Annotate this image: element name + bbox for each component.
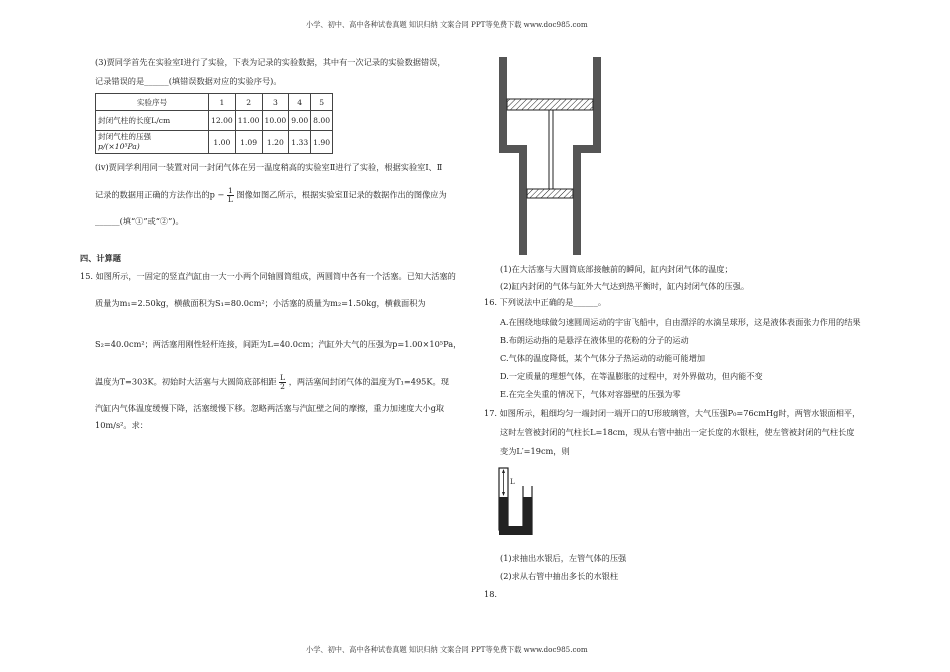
- table-cell: 8.00: [311, 111, 333, 131]
- q16-option-a: A.在围绕地球做匀速圆周运动的宇宙飞船中，自由漂浮的水滴呈球形，这是液体表面张力作用的结果: [500, 317, 861, 327]
- q16-option-b: B.布朗运动指的是悬浮在液体里的花粉的分子的运动: [500, 335, 689, 345]
- large-cylinder-left-wall: [499, 57, 507, 152]
- q4-frac-num: 1: [227, 186, 233, 195]
- q17-line3: 变为L′=19cm，则: [500, 446, 570, 456]
- table-row: [96, 94, 333, 111]
- q16-option-d: D.一定质量的理想气体，在等温膨胀的过程中，对外界做功，但内能不变: [500, 371, 763, 381]
- table-cell: 12.00: [209, 111, 236, 131]
- q15-fraction: [279, 374, 286, 391]
- large-piston: [507, 99, 593, 110]
- q15-sub1: (1)在大活塞与大圆筒底部接触前的瞬间，缸内封闭气体的温度；: [500, 264, 733, 274]
- u-tube-label-L: L: [510, 478, 515, 486]
- cylinder-figure: [497, 55, 607, 260]
- q4-line2-b: 图像如图乙所示，根据实验室Ⅱ记录的数据作出的图像应为: [236, 189, 447, 200]
- q15-line1: 15. 如图所示，一固定的竖直汽缸由一大一小两个同轴圆筒组成，两圆筒中各有一个活塞。已知大活塞的: [80, 271, 456, 281]
- q15-line5: 汽缸内气体温度缓慢下降，活塞缓慢下移。忽略两活塞与汽缸壁之间的摩擦，重力加速度大小g取: [95, 403, 445, 413]
- table-col: 2: [235, 94, 262, 111]
- page-header: 小学、初中、高中各种试卷真题 知识归纳 文案合同 PPT等免费下载 www.doc985.com: [306, 20, 588, 29]
- q15-frac-den: 2: [280, 382, 285, 391]
- q15-line4-b: ，两活塞间封闭气体的温度为T₁=495K。现: [288, 376, 449, 387]
- table-col: 3: [262, 94, 289, 111]
- table-row: [96, 111, 333, 131]
- small-cylinder-right-wall: [573, 145, 581, 255]
- large-cylinder-right-wall: [593, 57, 601, 152]
- table-cell: 1.00: [209, 131, 236, 154]
- q15-line4: [95, 374, 449, 391]
- table-row: [96, 131, 333, 154]
- table-col: 1: [209, 94, 236, 111]
- u-tube-figure: [495, 460, 535, 540]
- table-row1-label: 封闭气柱的长度L/cm: [96, 111, 209, 131]
- q15-line4-a: 温度为T=303K。初始时大活塞与大圆筒底部相距: [95, 376, 277, 387]
- table-cell: 1.90: [311, 131, 333, 154]
- table-cell: 1.20: [262, 131, 289, 154]
- q3-line2: 记录错误的是______(填错误数据对应的实验序号)。: [95, 76, 282, 86]
- q4-frac-den: L: [227, 195, 233, 204]
- small-cylinder-left-wall: [519, 145, 527, 255]
- table-row2-label: [96, 131, 209, 154]
- q17-line2: 这时左管被封闭的气柱长L=18cm，现从右管中抽出一定长度的水银柱，使左管被封闭的气柱长度: [500, 427, 855, 437]
- q17-sub2: (2)求从右管中抽出多长的水银柱: [500, 571, 619, 581]
- table-cell: 9.00: [289, 111, 311, 131]
- q4-line1: (iv)贾同学利用同一装置对同一封闭气体在另一温度稍高的实验室Ⅱ进行了实验，根据实验室Ⅰ、Ⅱ: [95, 162, 443, 172]
- q15-sub2: (2)缸内封闭的气体与缸外大气达到热平衡时，缸内封闭气体的压强。: [500, 281, 750, 291]
- section-title-calc: 四、计算题: [80, 253, 121, 263]
- q15-line2: 质量为m₁=2.50kg，横截面积为S₁=80.0cm²；小活塞的质量为m₂=1.50kg，横截面积为: [95, 298, 426, 308]
- q3-line1: (3)贾同学首先在实验室Ⅰ进行了实验，下表为记录的实验数据，其中有一次记录的实验数据错误，: [95, 57, 446, 67]
- table-cell: 1.33: [289, 131, 311, 154]
- table-head-label: 实验序号: [96, 94, 209, 111]
- q4-line2: [95, 187, 447, 204]
- table-cell: 1.09: [235, 131, 262, 154]
- table-cell: 10.00: [262, 111, 289, 131]
- q4-fraction: [227, 187, 234, 204]
- table-row2-label-a: 封闭气柱的压强: [98, 132, 152, 141]
- mercury-right: [523, 497, 532, 530]
- q16-option-c: C.气体的温度降低，某个气体分子热运动的动能可能增加: [500, 353, 706, 363]
- table-col: 4: [289, 94, 311, 111]
- q15-frac-num: L: [280, 373, 286, 382]
- q18-stem: 18.: [484, 589, 498, 599]
- page-footer: 小学、初中、高中各种试卷真题 知识归纳 文案合同 PPT等免费下载 www.doc985.com: [306, 645, 588, 654]
- q16-option-e: E.在完全失重的情况下，气体对容器壁的压强为零: [500, 389, 681, 399]
- q16-stem: 16. 下列说法中正确的是______。: [484, 297, 607, 307]
- small-piston: [527, 189, 573, 198]
- table-col: 5: [311, 94, 333, 111]
- q17-line1: 17. 如图所示，粗细均匀一端封闭一端开口的U形玻璃管，大气压强P₀=76cmHg时，两管水银面相平，: [484, 408, 861, 418]
- mercury-left: [499, 497, 508, 530]
- q17-sub1: (1)求抽出水银后，左管气体的压强: [500, 553, 627, 563]
- table-row2-label-b: p/(×10⁵Pa): [98, 142, 140, 151]
- q15-line3: S₂=40.0cm²；两活塞用刚性轻杆连接，间距为L=40.0cm；汽缸外大气的压强为p=1.00×10⁵Pa，: [95, 339, 462, 349]
- q4-line2-a: 记录的数据用正确的方法作出的p −: [95, 189, 225, 200]
- table-cell: 11.00: [235, 111, 262, 131]
- experiment-data-table: [95, 93, 333, 154]
- q4-line3: ______(填“①”或“②”)。: [95, 216, 184, 226]
- q15-line6: 10m/s²。求：: [95, 420, 148, 430]
